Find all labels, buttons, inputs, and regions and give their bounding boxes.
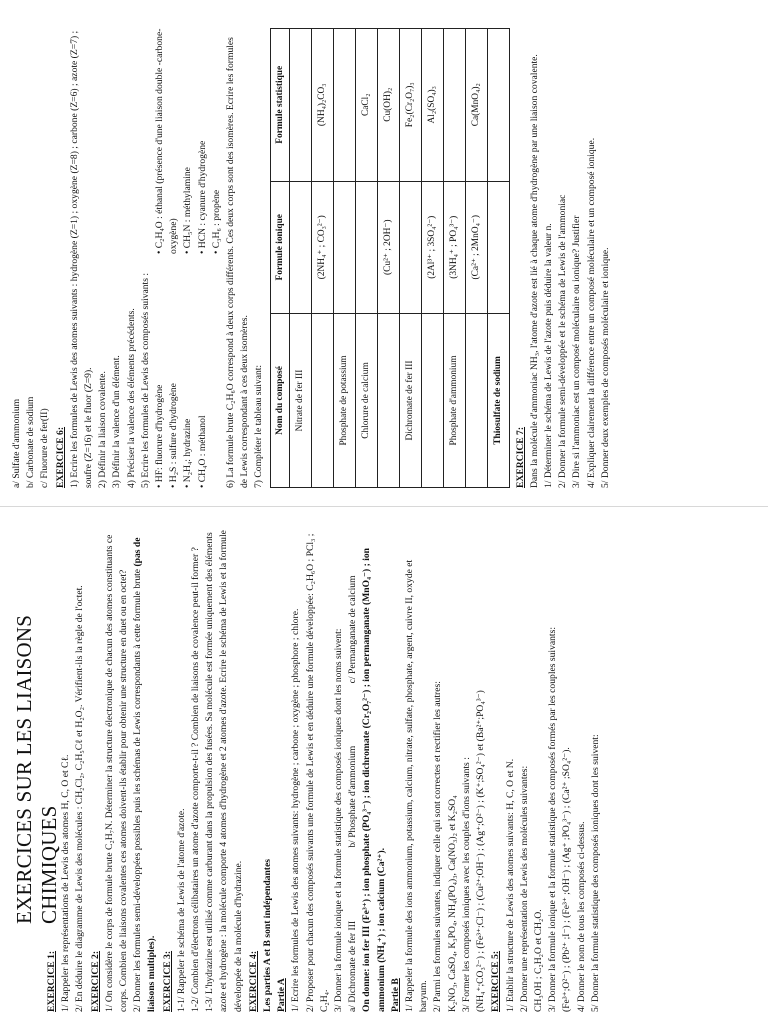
table-cell: Chlorure de calcium [355,313,377,487]
ex6-line: 2) Définir la liaison covalente. [97,371,109,488]
table-cell [465,313,487,487]
table-cell [487,29,509,182]
partie-a-heading: Partie A [276,978,288,1012]
ex3-line: 1-2/ Combien d'électrons célibataires un atome d'azote comporte-t-il ? Combien de liaisons de covalence peut-il former ? [190,547,202,1012]
compound-item: • HCN : cyanure d'hydrogène [196,140,208,254]
ex5-line: 4/ Donner le nom de tous les composés ci-dessus. [575,821,587,1012]
table-cell: Al₂(SO₄)₃ [421,29,443,182]
table-row [443,29,465,488]
ex4b-line: (NH₄⁺;CO₃²⁻) ; (Fe³⁺;Cl⁻) ; (Cu²⁺;OH⁻) ; (Ag⁺;O²⁻) ; (K⁺;SO₄²⁻) et (Ba²⁺;PO₄³⁻) [475,690,487,1012]
table-cell [311,313,333,487]
compound-text: C₂H₄O : éthanal (présence d'une liaison double -carbone-oxygène) [154,28,180,254]
ex6-line: 6) La formule brute C₂H₆O correspond à deux corps différents. Ces deux corps sont des isomères. Ecrire les formules de Lewis correspondant à ces deux isomères. [225,37,251,488]
ex4a-item: c/ Permanganate de calcium [347,575,359,684]
ex6-line: 1) Ecrire les formules de Lewis des atomes suivants : hydrogène (Z=1) ; oxygène (Z=8) ; carbone (Z=6) ; azote (Z=7) ; soufre (Z=16) et le fluor (Z=9). [68,30,95,488]
table-cell [333,29,355,182]
compound-text: HCN : cyanure d'hydrogène [196,140,208,249]
ex5-line: 1/ Etablir la structure de Lewis des atomes suivants: H, C, O et N. [504,758,516,1012]
ex5-line: 3/ Donner la formule ionique et la formule statistique des composés formés par les couples suivants: [547,627,559,1012]
page-separator [0,506,768,507]
ex7-intro: Dans la molécule d'ammoniac NH₃, l'atome d'azote est lié à chaque atome d'hydrogène par une liaison covalente. [528,54,540,488]
page1-body [44,527,603,1012]
exercise-5-heading: EXERCICE 5: [490,950,502,1012]
partie-b-heading: Partie B [389,978,401,1012]
ex7-line: 1/ Déterminer le schéma de Lewis de l'azote puis déduire la valeur n. [543,223,555,488]
table-row [333,29,355,488]
exercise-4-heading: EXERCICE 4: [247,950,259,1012]
compound-text: CH₅N : méthylamine [182,167,194,249]
ex6-compounds [153,28,224,488]
ex4-subtitle: Les parties A et B sont indépendantes [262,859,274,1012]
compounds-right [153,28,224,254]
compound-item: • H₂S : sulfure d'hydrogène [168,383,180,488]
table-header: Formule ionique [270,181,289,313]
ex4a-items [346,527,360,1012]
table-cell [421,313,443,487]
table-cell: (Cu²⁺ ; 2OH⁻) [377,181,399,313]
table-cell: (NH₄)₂CO₃ [311,29,333,182]
table-row [377,29,399,488]
ex6-line: 7) Compléter le tableau suivant: [253,364,265,488]
compound-item: • C₂H₄O : éthanal (présence d'une liaison double -carbone-oxygène) [154,28,180,254]
ex4b-line: K₂NO₃, CaSO₄, K₃PO₄, NH₄(PO₄)₃, Ca(NO₃)₂ et K₂SO₄ [446,795,458,1012]
ex4b-line: 2/ Parmi les formules suivantes, indiquer celle qui sont correctes et rectifier les autres: [432,681,444,1012]
ex4a-item: b/ Phosphate d'ammonium [347,745,359,848]
compound-item: • C₃H₆ : propène [210,189,222,254]
table-cell: (Ca²⁺ ; 2MnO₄⁻) [465,181,487,313]
ex5-line: 2/ Donner une représentation de Lewis des molécules suivantes: [518,765,530,1012]
table-row [465,29,487,488]
ex7-line: 5/ Donner deux exemples de composés moléculaire et ionique. [599,247,611,488]
ex2-line [131,527,159,1012]
compounds-left [153,262,224,488]
table-cell: Thiosulfate de sodium [487,313,509,487]
table-header: Formule statistique [270,29,289,182]
ex4b-line: 3/ Former les composés ioniques avec les couples d'ions suivants : [460,757,472,1012]
table-row [311,29,333,488]
ex5-line: 5/ Donner la formule statistique des composés ioniques dont les suivent: [589,734,601,1012]
table-cell [289,29,311,182]
table-cell [487,181,509,313]
table-header: Nom du composé [270,313,289,487]
ex1-line: 2/ En déduire le diagramme de Lewis des molécules : CH₂Cl₂, C₂H₅Cℓ et H₂O₂. Vérifient-ils la règle de l'octet. [74,585,86,1012]
exercise-3-heading: EXERCICE 3: [161,950,173,1012]
table-cell: Nitrate de fer III [289,313,311,487]
table-cell: Cu(OH)₂ [377,29,399,182]
table-row [399,29,421,488]
table-row [421,29,443,488]
ex2-line-text: 2/ Donner les formules semi-développées possibles puis les schémas de Lewis correspondants à cette formule brute [132,568,144,1012]
ex3-line: 1-3/ L'hydrazine est utilisé comme carburant dans la propulsion des fusées. Sa molécule est formée uniquement des éléments azote et hydrogène : la molécule comporte 4 atomes d'hydrogène et 2 atomes d'azote. Ecrire le schéma de Lewis et la formule développée de la molécule d'hydrazine. [204,530,244,1012]
table-cell [399,181,421,313]
ex4b-line: 1/ Rappeler la formule des ions ammonium, potassium, calcium, nitrate, sulfate, phosphate, argent, cuivre II, oxyde et baryum. [404,559,430,1012]
ex6-line: 5) Ecrire les formules de Lewis des composés suivants : [139,272,151,488]
compound-text: C₃H₆ : propène [210,189,222,249]
exercise-7-heading: EXERCICE 7: [514,426,526,488]
table-cell: Fe₂(Cr₂O₇)₃ [399,29,421,182]
compound-text: CH₄O : méthanol [196,415,208,483]
table-cell: Phosphate de potassium [333,313,355,487]
ex6-line: 4) Préciser la valence des éléments précédents. [125,308,137,488]
p2-item: b/ Carbonate de sodium [25,396,37,488]
table-cell [289,181,311,313]
ex3-line: 1-1/ Rappeler le schéma de Lewis de l'atome d'azote. [175,808,187,1012]
ex7-line: 4/ Expliquer clairement la différence entre un composé moléculaire et un composé ionique. [585,137,597,488]
ex7-line: 2/ Donner la formule semi-développée et le schéma de Lewis de l'ammoniac [557,194,569,488]
compound-text: HF: fluorure d'hydrogène [154,384,166,483]
compound-item: • N₂H₄: hydrazine [182,418,194,488]
exercise-1-heading: EXERCICE 1: [46,950,57,1012]
compounds-table [270,28,510,488]
table-cell: Phosphate d'ammonium [443,313,465,487]
ex2-note: (pas de liaisons multiples). [132,537,158,1012]
worksheet-page-1 [0,524,768,1024]
ex4a-item: a/ Dichromate de fer III [347,920,359,1012]
compound-item: • CH₅N : méthylamine [182,167,194,254]
compound-text: H₂S : sulfure d'hydrogène [168,383,180,483]
ex6-line: 3) Définir la valence d'un élément. [111,355,123,488]
table-cell: Dichromate de fer III [399,313,421,487]
ex1-line: 1/ Rappeler les représentations de Lewis des atomes H, C, O et Cℓ. [60,754,72,1012]
table-row [487,29,509,488]
table-cell [333,181,355,313]
compound-item: • CH₄O : méthanol [196,415,208,488]
compound-text: N₂H₄: hydrazine [182,418,194,483]
ex4a-given: On donne: ion fer III (Fe³⁺) ; ion phosphate (PO₄³⁻) ; ion dichromate (Cr₂O₇²⁻) ; ion permanganate (MnO₄⁻) ; ion ammonium (NH₄⁺) ; ion calcium (Ca²⁺). [361,547,387,1012]
table-cell [377,313,399,487]
compound-item: • HF: fluorure d'hydrogène [154,384,166,488]
ex4a-line: 3/ Donner la formule ionique et la formule statistique des composés ioniques dont les noms suivent: [333,628,345,1012]
ex7-line: 3/ Dire si l'ammoniac est un composé moléculaire ou ionique? Justifier [571,215,583,488]
ex4a-line: 1/ Ecrire les formules de Lewis des atomes suivants: hydrogène ; carbone ; oxygène ; phosphore ; chlore. [290,608,302,1012]
table-cell [355,181,377,313]
exercise-2-heading: EXERCICE 2: [89,950,101,1012]
ex5-line: (Fe³⁺;O²⁻) ; (Pb²⁺ ;I⁻) ; (Fe³⁺ ;OH⁻) ; (Ag⁺ ;PO₄³⁻) ; (Ca²⁺ ;SO₄²⁻). [561,747,573,1012]
ex2-line: 1/ On considère le corps de formule brute C₂H₇N. Déterminer la structure électronique de chacun des atomes constituants ce corps. Combien de liaisons covalentes ces atomes doivent-ils établir pour obtenir une structure en duet ou en octet? [103,534,130,1012]
table-row [289,29,311,488]
table-cell: CaCl₂ [355,29,377,182]
table-cell: (3NH₄⁺ ; PO₄³⁻) [443,181,465,313]
table-cell: Ca(MnO₄)₂ [465,29,487,182]
table-cell: (2NH₄⁺ ; CO₃²⁻) [311,181,333,313]
p2-item: a/ Sulfate d'ammonium [11,398,22,488]
table-cell [443,29,465,182]
page-title: EXERCICES SUR LES LIAISONS CHIMIQUES [12,614,61,924]
ex4a-line: 2/ Proposer pour chacun des composés suivants une formule de Lewis et en déduire une formule développée: C₂H₆O ; PCl₃ ; C₂H₄. [304,533,330,1012]
p2-item: c/ Fluorure de fer(II) [39,408,51,488]
worksheet-page-2 [0,20,768,500]
exercise-6-heading: EXERCICE 6: [54,426,66,488]
ex5-line: CH₃OH ; C₂H₂O et CH₂O. [532,909,544,1012]
page2-body [10,28,613,488]
table-row [355,29,377,488]
table-cell: (2Al³⁺ ; 3SO₄²⁻) [421,181,443,313]
table-header-row [270,29,289,488]
